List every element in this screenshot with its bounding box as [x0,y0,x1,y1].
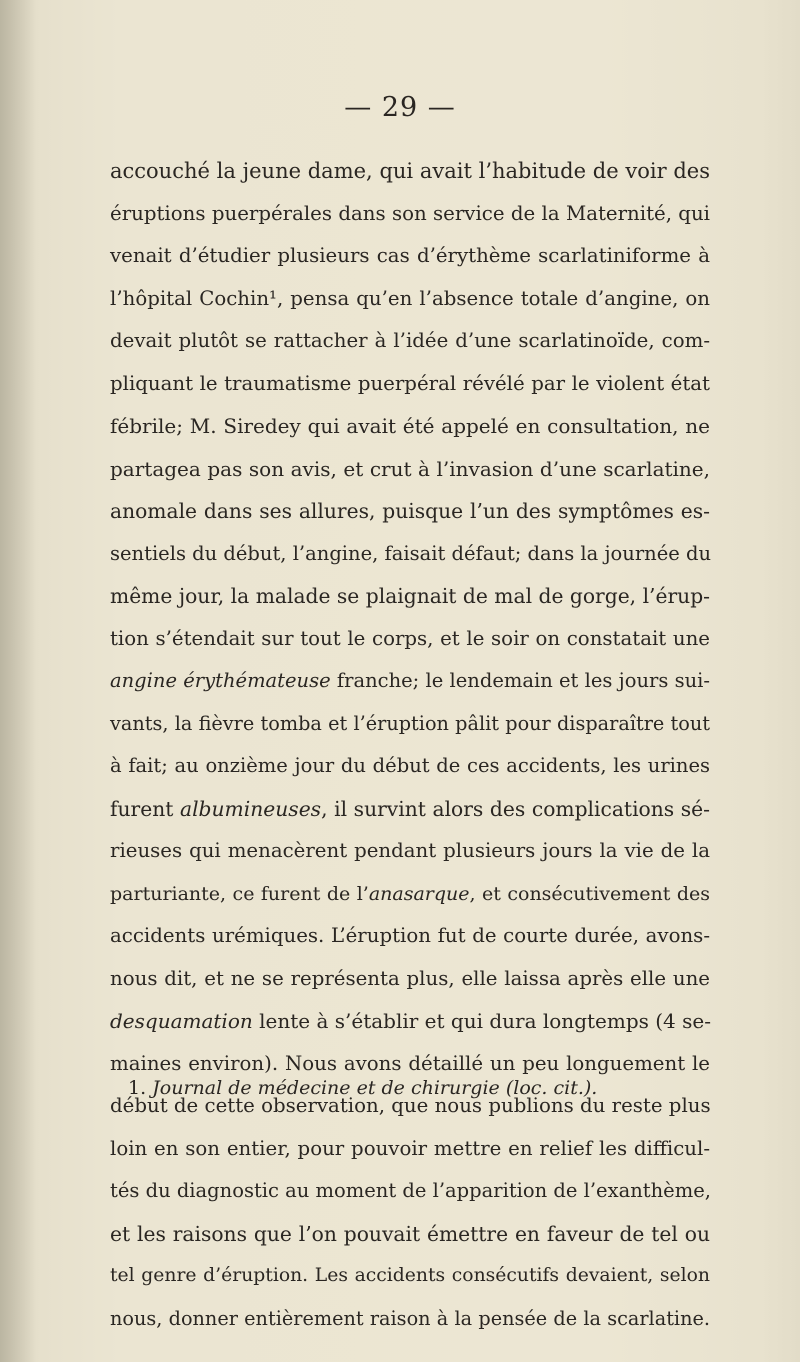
page-number: — 29 — [344,92,456,123]
footnote-marker: 1. [128,1077,153,1099]
text-line [110,150,710,193]
text-line [110,703,710,746]
text-line [110,1000,710,1043]
text-line [110,320,710,363]
text-run: anomale dans ses allures, puisque l’un des symptômes es- [110,499,710,523]
page-gutter-shadow [0,0,36,1362]
text-line [110,1213,710,1256]
text-run: , il survint alors des complications sé- [321,796,710,821]
footnote [128,1077,597,1099]
text-run: pliquant le traumatisme puerpéral révélé par le violent état [110,371,710,395]
text-line [110,193,710,236]
text-run: accidents urémiques. L’éruption fut de courte durée, avons- [110,924,710,947]
text-run: parturiante, ce furent de l’ [110,882,369,905]
text-line [110,405,710,448]
text-run: furent [110,796,180,821]
text-line [110,235,710,278]
text-line [110,1255,710,1298]
text-run: devait plutôt se rattacher à l’idée d’une scarlatinoïde, com- [110,329,710,352]
italic-term: desquamation [110,1009,253,1033]
text-run: franche; le lendemain et les jours sui- [330,669,710,692]
text-run: à fait; au onzième jour du début de ces accidents, les urines [110,754,710,777]
text-line [110,873,710,916]
text-line [110,788,710,831]
text-run: éruptions puerpérales dans son service de la Maternité, qui [110,201,710,225]
text-run: , et consécutivement des [469,882,710,905]
text-run: partagea pas son avis, et crut à l’invasion d’une scarlatine, [110,456,710,481]
text-run: maines environ). Nous avons détaillé un peu longuement le [110,1051,710,1075]
text-line [110,618,710,661]
text-line [110,660,710,703]
text-run: loin en son entier, pour pouvoir mettre en relief les difficul- [110,1136,710,1160]
text-run: accouché la jeune dame, qui avait l’habitude de voir des [110,159,710,183]
text-line [110,575,710,618]
text-run: fébrile; M. Siredey qui avait été appelé en consultation, ne [110,414,710,438]
text-run: nous, donner entièrement raison à la pensée de la scarlatine. [110,1306,710,1330]
body-paragraph [110,150,710,1340]
text-line [110,958,710,1001]
text-line [110,1128,710,1171]
text-run: tés du diagnostic au moment de l’apparition de l’exanthème, [110,1179,711,1202]
text-line [110,278,710,321]
text-line [110,448,710,491]
text-run: nous dit, et ne se représenta plus, elle laissa après elle une [110,966,710,990]
footnote-text: Journal de médecine et de chirurgie (loc. cit.). [152,1077,598,1099]
text-line [110,830,710,873]
text-run: rieuses qui menacèrent pendant plusieurs jours la vie de la [110,839,710,862]
text-run: tel genre d’éruption. Les accidents consécutifs devaient, selon [110,1265,710,1286]
italic-term: anasarque [368,882,470,905]
text-line [110,363,710,406]
text-line [110,915,710,958]
text-run: sentiels du début, l’angine, faisait défaut; dans la journée du [110,541,712,565]
text-line [110,1170,710,1213]
italic-term: angine érythémateuse [110,669,331,692]
text-run: lente à s’établir et qui dura longtemps (4 se- [252,1009,711,1033]
text-run: début de cette observation, que nous publions du reste plus [110,1094,711,1117]
text-line [110,745,710,788]
text-run: l’hôpital Cochin¹, pensa qu’en l’absence totale d’angine, on [110,286,710,310]
text-run: vants, la fièvre tomba et l’éruption pâlit pour disparaître tout [110,711,710,735]
italic-term: albumineuses [180,796,322,821]
text-run: tion s’étendait sur tout le corps, et le soir on constatait une [110,626,710,650]
text-run: venait d’étudier plusieurs cas d’érythème scarlatiniforme à [110,244,710,267]
text-line [110,490,710,533]
text-line [110,533,710,576]
text-run: et les raisons que l’on pouvait émettre en faveur de tel ou [110,1221,710,1246]
text-run: même jour, la malade se plaignait de mal de gorge, l’érup- [110,584,710,608]
text-line [110,1298,710,1341]
